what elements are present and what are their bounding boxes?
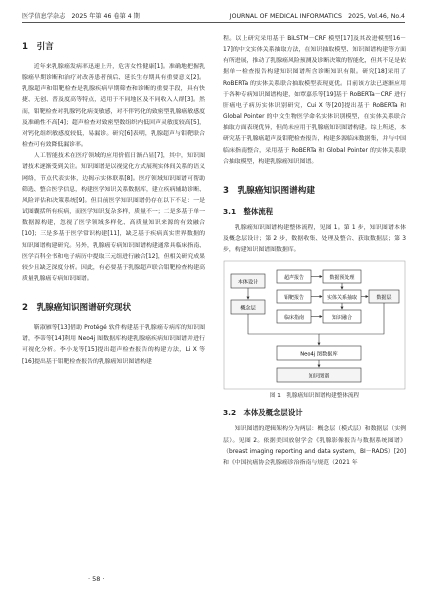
section-3-title: 3 乳腺癌知识图谱构建 [223,185,315,196]
right-column [223,34,406,469]
intro-paragraph-1: 近年来乳腺癌发病率迅速上升，危害女性健康[1]。准确地把握乳腺癌早期诊断和治疗对改善患者预后、延长生存期具有重要意义[2]。乳腺超声和钼靶检查是乳腺疾病早期筛查和诊断的重要手段，具有快捷、无创、普及度高等特点，适用于不同地区及不同收入人群[3]。然而，钼靶检查对乳腺钙化病变敏感，对不伴钙化的致密型乳腺癌敏感度及准确性不高[4]；超声检查对致密型数组织内低回声灵敏度较高[5]，对钙化组织敏感度较低，易漏诊。研究[6]表明，乳腺超声与钼靶联合检查可有效降低漏诊率。 [22,64,205,149]
svg-text:知识融合: 知识融合 [331,315,353,322]
svg-text:数据预处理: 数据预处理 [329,275,355,282]
section-2-paragraph-1: 靳淑雁等[13]借助 Protégé 软件构建基于乳腺癌专病库的知识图谱，李蒂等[14]利用 Neo4j 图数据库构建乳腺癌疾病知识图谱并进行可视化分析。李小龙等[15]提出超声检查报告的构建方法，Li X 等[16]提出基于钼靶检查报告的乳腺癌知识图谱构建 [22,325,205,365]
fig-box-ultrasound-report [277,270,311,283]
fig-box-preprocessing [323,270,361,283]
svg-text:钼靶报告: 钼靶报告 [283,295,305,302]
svg-text:概念层: 概念层 [240,305,256,312]
subsection-3-2-title: 3.2 本体及概念层设计 [223,408,303,418]
svg-text:本体设计: 本体设计 [237,279,259,286]
svg-text:Neo4j 图数据库: Neo4j 图数据库 [300,351,338,358]
fig-box-knowledge-graph [277,368,361,382]
fig-box-neo4j [277,346,361,360]
section-1-title: 1 引言 [22,42,54,52]
intro-paragraph-2: 人工智能技术在医疗领域的应用价值日渐凸显[7]，其中，知识图谱技术逐渐受到关注。知识图谱是以视觉化方式展现实体间关系的语义网络，节点代表实体，边揭示实体联系[8]。医疗领域知识图谱可帮助筛选、整合医学信息，构建医学知识关系数据库，建立疾病辅助诊断、风险评估和决策系统[9]。但目前医学知识图谱仍存在以下不足：一是试图囊括所有疾病，而医学知识复杂多样，质量不一；二是多基于单一数据源构建，忽视了医学领域多样化、高质量知识来源的有效融合[10]；三是多基于医学常识构建[11]，缺乏基于疾病真实世界数据的知识图谱构建研究。另外，乳腺癌专病知识图谱构建通常具临床指南、医学百科全书和电子病历中提取三元组进行融合[12]，但相关研究成果较少且缺乏深度分析。因此，有必要基于乳腺超声联合钼靶检查构建高质量乳腺癌专病知识图谱。 [22,153,205,282]
fig-box-clinical-guideline [277,310,311,323]
journal-header-right: JOURNAL OF MEDICAL INFORMATICS 2025, Vol.46, No.4 [229,13,405,20]
continued-paragraph: 程。以上研究采用基于 BiLSTM－CRF 模型[17]及其改进模型[16－17]的中文实体关系抽取方法，在知识抽取模型、知识图谱构建等方面有所进展，推动了乳腺癌风险预测及诊断决策的智能化，但其不足是依据单一检查报告构建知识图谱所含诊断知识有限。研究[18]采用了 RoBERTa 的实体关系联合抽取模型表现更优。目前该方法已逐渐应用于各种专病知识图谱构建，如覃嘉乐等[19]基于 RoBERTa－CRF 进行肝癌电子病历实体识别研究，Cui X 等[20]提出基于 RoBERTa 和 Global Pointer 的中文生物医学命名实体识别模型，在实体关系联合抽取方面表现优异，但尚未应用于乳腺癌知识图谱构建。综上所述，本研究基于乳腺癌超声及钼靶检查报告，构建多源临床数据集，并与中国临床指南整合，采用基于 RoBERTa 和 Global Pointer 的实体关系联合抽取模型，构建乳腺癌知识图谱。 [223,36,406,165]
figure-1-flowchart [223,260,406,390]
subsection-3-1-paragraph: 乳腺癌知识图谱构建整体流程，见图 1。第 1 步，知识图谱本体及概念层设计；第 2 步，数据收集、处理及整合、获取数据层；第 3 步，构建知识图谱图数据库。 [223,224,406,254]
fig-box-fusion [323,310,361,323]
fig-box-ontology [231,274,265,288]
section-2-title: 2 乳腺癌知识图谱研究现状 [22,303,132,314]
svg-text:超声报告: 超声报告 [283,275,305,282]
figure-1-caption: 图 1 乳腺癌知识图谱构建整体流程 [269,393,360,400]
subsection-3-2-paragraph: 知识图谱的逻辑架构分为两层：概念层（模式层）和数据层（实例层）。见图 2。依据美国放射学会《乳腺影像报告与数据系统图谱》（breast imaging reporting and data system，BI－RADS）[20]和《中国抗癌协会乳腺癌诊治指南与规范（2021 年 [223,426,406,466]
left-column [22,34,205,368]
svg-text:临床指南: 临床指南 [283,315,305,322]
svg-text:实体关系抽取: 实体关系抽取 [326,295,358,302]
fig-box-data-layer [369,290,399,303]
journal-header-left: 医学信息学杂志 2025 年第 46 卷第 4 期 [22,13,140,20]
fig-box-mammography-report [277,290,311,303]
svg-text:数据层: 数据层 [376,295,392,302]
svg-text:知识图谱: 知识图谱 [308,373,330,380]
page-number: · 58 · [88,575,105,583]
subsection-3-1-title: 3.1 整体流程 [223,206,274,216]
running-header [22,8,405,23]
fig-box-concept-layer [231,300,265,314]
fig-box-extraction [323,290,361,303]
